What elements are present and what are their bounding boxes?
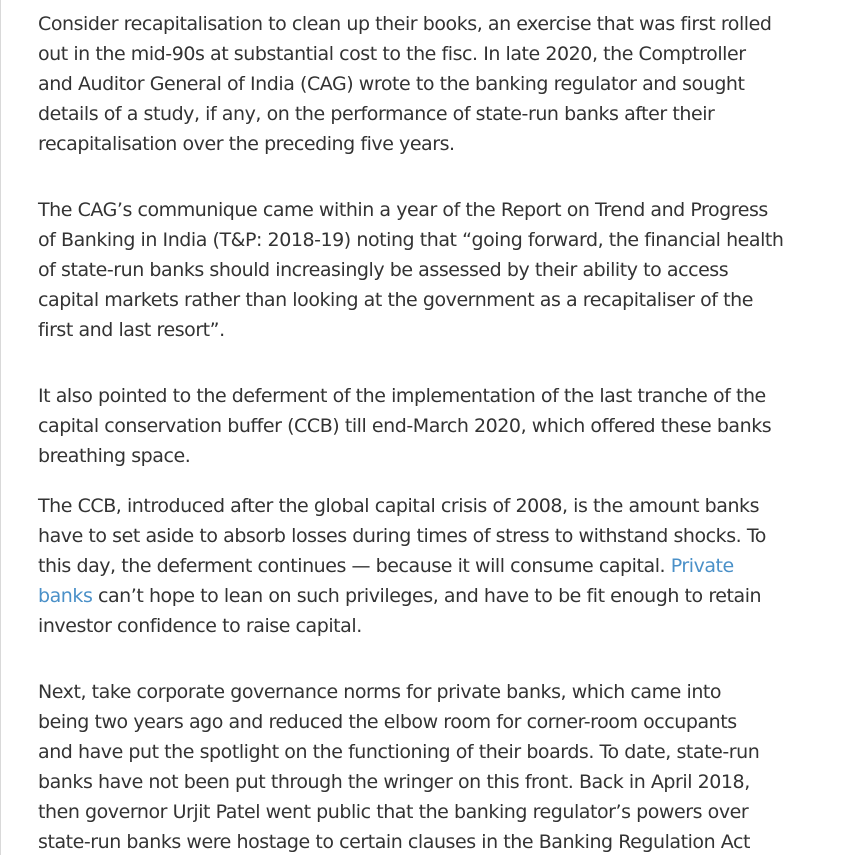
paragraph-cag-communique — [38, 195, 784, 345]
text-line: capital markets rather than looking at the government as a recapitaliser of the — [38, 289, 753, 311]
text-line: have to set aside to absorb losses during times of stress to withstand shocks. To — [38, 525, 766, 547]
text-line: Consider recapitalisation to clean up their books, an exercise that was first rolled — [38, 13, 772, 35]
text-line: Next, take corporate governance norms for private banks, which came into — [38, 681, 722, 703]
text-line — [38, 551, 766, 581]
left-border — [0, 0, 1, 855]
text-line: capital conservation buffer (CCB) till end-March 2020, which offered these banks — [38, 415, 772, 437]
text-line — [38, 581, 766, 611]
text-line: out in the mid-90s at substantial cost to the fisc. In late 2020, the Comptroller — [38, 43, 746, 65]
text-line: The CCB, introduced after the global capital crisis of 2008, is the amount banks — [38, 495, 760, 517]
text-segment: can’t hope to lean on such privileges, and have to be fit enough to retain — [92, 585, 762, 607]
text-line: then governor Urjit Patel went public that the banking regulator’s powers over — [38, 801, 749, 823]
text-line: It also pointed to the deferment of the implementation of the last tranche of the — [38, 385, 766, 407]
text-line: banks have not been put through the wringer on this front. Back in April 2018, — [38, 771, 750, 793]
text-line: recapitalisation over the preceding five years. — [38, 133, 455, 155]
private-banks-link-continued[interactable]: banks — [38, 585, 93, 607]
text-line: The CAG’s communique came within a year of the Report on Trend and Progress — [38, 199, 768, 221]
paragraph-governance — [38, 677, 759, 855]
text-line: investor confidence to raise capital. — [38, 615, 362, 637]
text-line: being two years ago and reduced the elbow room for corner-room occupants — [38, 711, 737, 733]
text-line: first and last resort”. — [38, 319, 225, 341]
text-line: breathing space. — [38, 445, 191, 467]
text-segment: this day, the deferment continues — because it will consume capital. — [38, 555, 671, 577]
text-line: of state-run banks should increasingly be assessed by their ability to access — [38, 259, 729, 281]
text-line: of Banking in India (T&P: 2018-19) noting that “going forward, the financial health — [38, 229, 784, 251]
paragraph-recapitalisation — [38, 9, 771, 159]
paragraph-deferment — [38, 381, 771, 471]
private-banks-link[interactable]: Private — [670, 555, 734, 577]
text-line: and have put the spotlight on the functioning of their boards. To date, state-run — [38, 741, 760, 763]
text-line: state-run banks were hostage to certain clauses in the Banking Regulation Act — [38, 831, 750, 853]
text-line: and Auditor General of India (CAG) wrote to the banking regulator and sought — [38, 73, 745, 95]
text-line: details of a study, if any, on the performance of state-run banks after their — [38, 103, 715, 125]
paragraph-ccb — [38, 491, 766, 641]
